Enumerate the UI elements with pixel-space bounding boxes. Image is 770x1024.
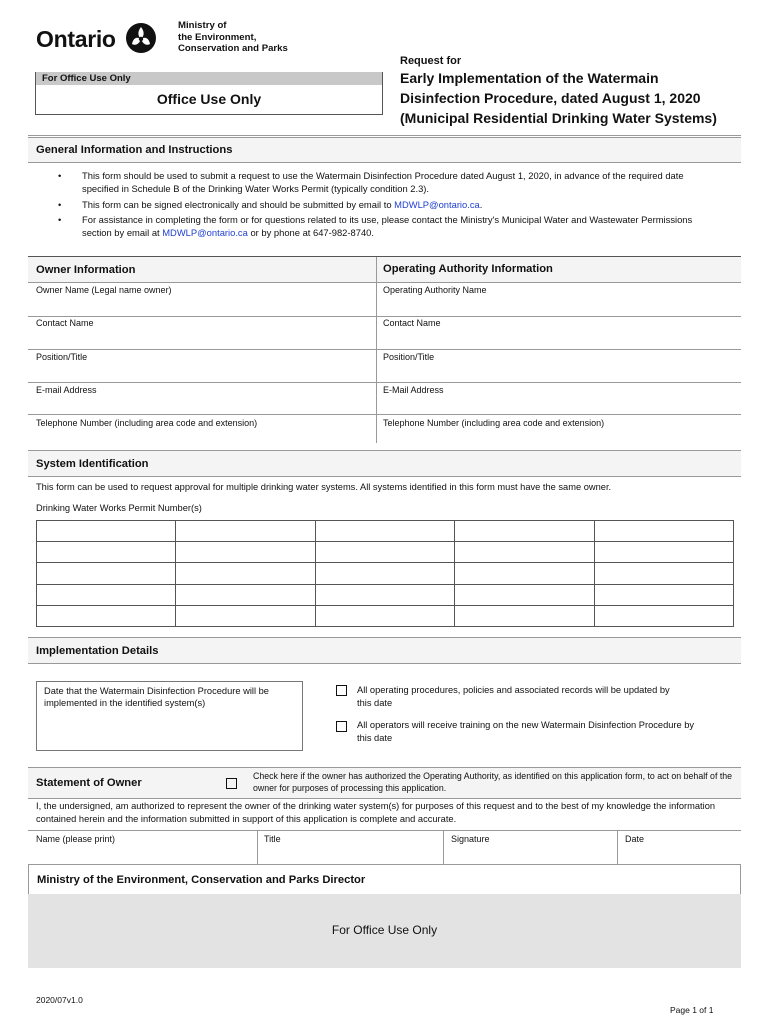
director-office-label: For Office Use Only bbox=[331, 923, 438, 937]
general-info-heading: General Information and Instructions bbox=[28, 137, 741, 163]
email-link[interactable]: MDWLP@ontario.ca bbox=[162, 227, 248, 239]
statement-heading: Statement of Owner bbox=[28, 767, 741, 799]
instructions-list bbox=[58, 169, 718, 241]
permit-cell[interactable] bbox=[176, 563, 315, 584]
owner-info-heading: Owner Information bbox=[28, 256, 741, 283]
owner-name-field[interactable]: Owner Name (Legal name owner) bbox=[36, 285, 172, 295]
operator-contact-field[interactable]: Contact Name bbox=[383, 318, 441, 328]
permit-cell[interactable] bbox=[455, 563, 594, 584]
permit-cell[interactable] bbox=[37, 521, 176, 542]
permit-cell[interactable] bbox=[594, 521, 733, 542]
permit-cell[interactable] bbox=[315, 605, 454, 626]
system-id-heading: System Identification bbox=[28, 450, 741, 477]
owner-title-field[interactable]: Title bbox=[264, 834, 281, 844]
permit-number-table bbox=[36, 520, 734, 627]
trillium-logo-icon bbox=[125, 22, 157, 54]
permit-cell[interactable] bbox=[455, 605, 594, 626]
permit-cell[interactable] bbox=[315, 584, 454, 605]
permit-cell[interactable] bbox=[37, 563, 176, 584]
permit-cell[interactable] bbox=[37, 584, 176, 605]
owner-contact-field[interactable]: Contact Name bbox=[36, 318, 94, 328]
ontario-logo-text: Ontario bbox=[36, 26, 116, 52]
permit-cell[interactable] bbox=[176, 584, 315, 605]
permit-cell[interactable] bbox=[455, 521, 594, 542]
page-title: Early Implementation of the Watermain Disinfection Procedure, dated August 1, 2020 (Municipal Residential Drinking Water Systems) bbox=[400, 70, 717, 126]
training-checkbox-label: All operators will receive training on the new Watermain Disinfection Procedure by this date bbox=[357, 720, 695, 743]
procedures-checkbox-label: All operating procedures, policies and associated records will be updated by this date bbox=[357, 685, 670, 708]
implementation-heading: Implementation Details bbox=[28, 637, 741, 664]
permit-cell[interactable] bbox=[176, 521, 315, 542]
office-use-header: For Office Use Only bbox=[36, 72, 382, 85]
permit-cell[interactable] bbox=[594, 563, 733, 584]
email-link[interactable]: MDWLP@ontario.ca bbox=[394, 198, 480, 210]
permit-cell[interactable] bbox=[455, 542, 594, 563]
permit-cell[interactable] bbox=[37, 542, 176, 563]
permit-cell[interactable] bbox=[315, 542, 454, 563]
instruction-item: • This form can be signed electronically and should be submitted by email to MDWLP@ontario.ca. bbox=[58, 198, 718, 211]
authorization-checkbox[interactable] bbox=[226, 778, 237, 789]
implementation-date-field[interactable]: Date that the Watermain Disinfection Procedure will be implemented in the identified system(s) bbox=[36, 681, 303, 751]
owner-position-field[interactable]: Position/Title bbox=[36, 352, 88, 362]
permit-cell[interactable] bbox=[594, 605, 733, 626]
owner-signature-field[interactable]: Signature bbox=[451, 834, 490, 844]
procedures-checkbox[interactable] bbox=[336, 685, 347, 696]
owner-phone-field[interactable]: Telephone Number (including area code and extension) bbox=[36, 418, 258, 428]
operator-name-field[interactable]: Operating Authority Name bbox=[383, 285, 487, 295]
page-number: Page 1 of 1 bbox=[670, 1005, 714, 1015]
system-note: This form can be used to request approval for multiple drinking water systems. All systems identified in this form must have the same owner. bbox=[36, 482, 612, 492]
permit-cell[interactable] bbox=[176, 542, 315, 563]
permit-cell[interactable] bbox=[594, 542, 733, 563]
office-use-body: Office Use Only bbox=[156, 91, 262, 107]
owner-email-field[interactable]: E-mail Address bbox=[36, 385, 97, 395]
statement-text: I, the undersigned, am authorized to represent the owner of the drinking water system(s) for purposes of this request and to the best of my knowledge the information contained herein and the information submitted in support of this application is complete and accurate. bbox=[36, 801, 716, 824]
permit-number-label: Drinking Water Works Permit Number(s) bbox=[36, 503, 202, 513]
operator-phone-field[interactable]: Telephone Number (including area code and extension) bbox=[383, 418, 605, 428]
permit-cell[interactable] bbox=[37, 605, 176, 626]
training-checkbox[interactable] bbox=[336, 721, 347, 732]
office-use-box bbox=[35, 72, 383, 115]
instruction-item: • This form should be used to submit a request to use the Watermain Disinfection Procedure dated August 1, 2020, in advance of the required date specified in Schedule B of the Drinking Water Works Permit (typically condition 2.3). bbox=[58, 169, 718, 196]
permit-cell[interactable] bbox=[315, 521, 454, 542]
request-for-label: Request for bbox=[400, 55, 462, 67]
version-label: 2020/07v1.0 bbox=[36, 995, 83, 1005]
operator-email-field[interactable]: E-Mail Address bbox=[383, 385, 444, 395]
permit-cell[interactable] bbox=[455, 584, 594, 605]
ministry-name: Ministry of the Environment, Conservation and Parks bbox=[178, 20, 288, 54]
permit-cell[interactable] bbox=[594, 584, 733, 605]
operator-position-field[interactable]: Position/Title bbox=[383, 352, 435, 362]
owner-date-field[interactable]: Date bbox=[625, 834, 645, 844]
director-heading: Ministry of the Environment, Conservation and Parks Director bbox=[28, 864, 741, 894]
instruction-item: • For assistance in completing the form or for questions related to its use, please contact the Ministry's Municipal Water and Wastewater Permissions section by email at MDWLP@ontario.ca or by phone at 647-982-8740. bbox=[58, 213, 718, 240]
authorization-checkbox-label: Check here if the owner has authorized the Operating Authority, as identified on this application form, to act on behalf of the owner for purposes of processing this application. bbox=[253, 771, 733, 793]
operator-info-heading: Operating Authority Information bbox=[383, 263, 553, 275]
owner-print-name-field[interactable]: Name (please print) bbox=[36, 834, 116, 844]
permit-cell[interactable] bbox=[315, 563, 454, 584]
permit-cell[interactable] bbox=[176, 605, 315, 626]
